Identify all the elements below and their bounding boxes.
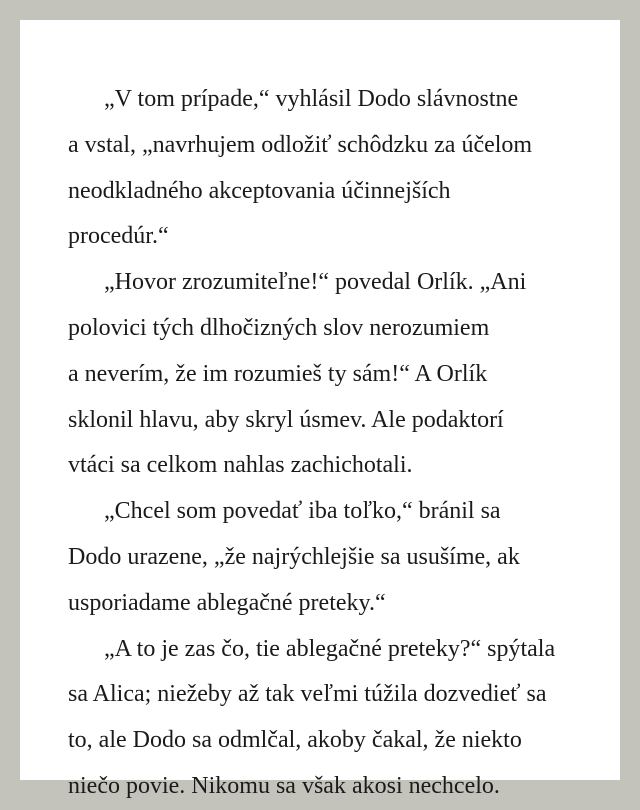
text-line: neodkladného akceptovania účinnejších	[68, 177, 451, 204]
paragraph-1	[68, 77, 608, 260]
text-line: polovici tých dlhočizných slov nerozumiem	[68, 314, 490, 341]
book-page	[20, 20, 620, 799]
text-line: procedúr.“	[68, 223, 169, 250]
text-line: „Hovor zrozumiteľne!“ povedal Orlík. „Ani	[104, 269, 527, 296]
text-line: to, ale Dodo sa odmlčal, akoby čakal, že niekto	[68, 727, 522, 754]
text-line: niečo povie. Nikomu sa však akosi nechcelo.	[68, 772, 500, 799]
text-line: „Chcel som povedať iba toľko,“ bránil sa	[104, 498, 501, 525]
body-text	[68, 77, 608, 810]
text-line: „A to je zas čo, tie ablegačné preteky?“ spýtala	[104, 635, 556, 662]
text-line: usporiadame ablegačné preteky.“	[68, 589, 386, 616]
paragraph-4	[68, 627, 608, 810]
text-line: a vstal, „navrhujem odložiť schôdzku za účelom	[68, 131, 533, 158]
text-line: „V tom prípade,“ vyhlásil Dodo slávnostne	[104, 86, 519, 112]
text-line: vtáci sa celkom nahlas zachichotali.	[68, 452, 413, 479]
text-line: sklonil hlavu, aby skryl úsmev. Ale podaktorí	[68, 406, 504, 433]
text-line: Dodo urazene, „že najrýchlejšie sa usušíme, ak	[68, 543, 520, 570]
paragraph-2	[68, 260, 608, 489]
text-line: a neverím, že im rozumieš ty sám!“ A Orlík	[68, 360, 488, 387]
paragraph-3	[68, 489, 608, 626]
text-line: sa Alica; niežeby až tak veľmi túžila dozvedieť sa	[68, 681, 547, 708]
